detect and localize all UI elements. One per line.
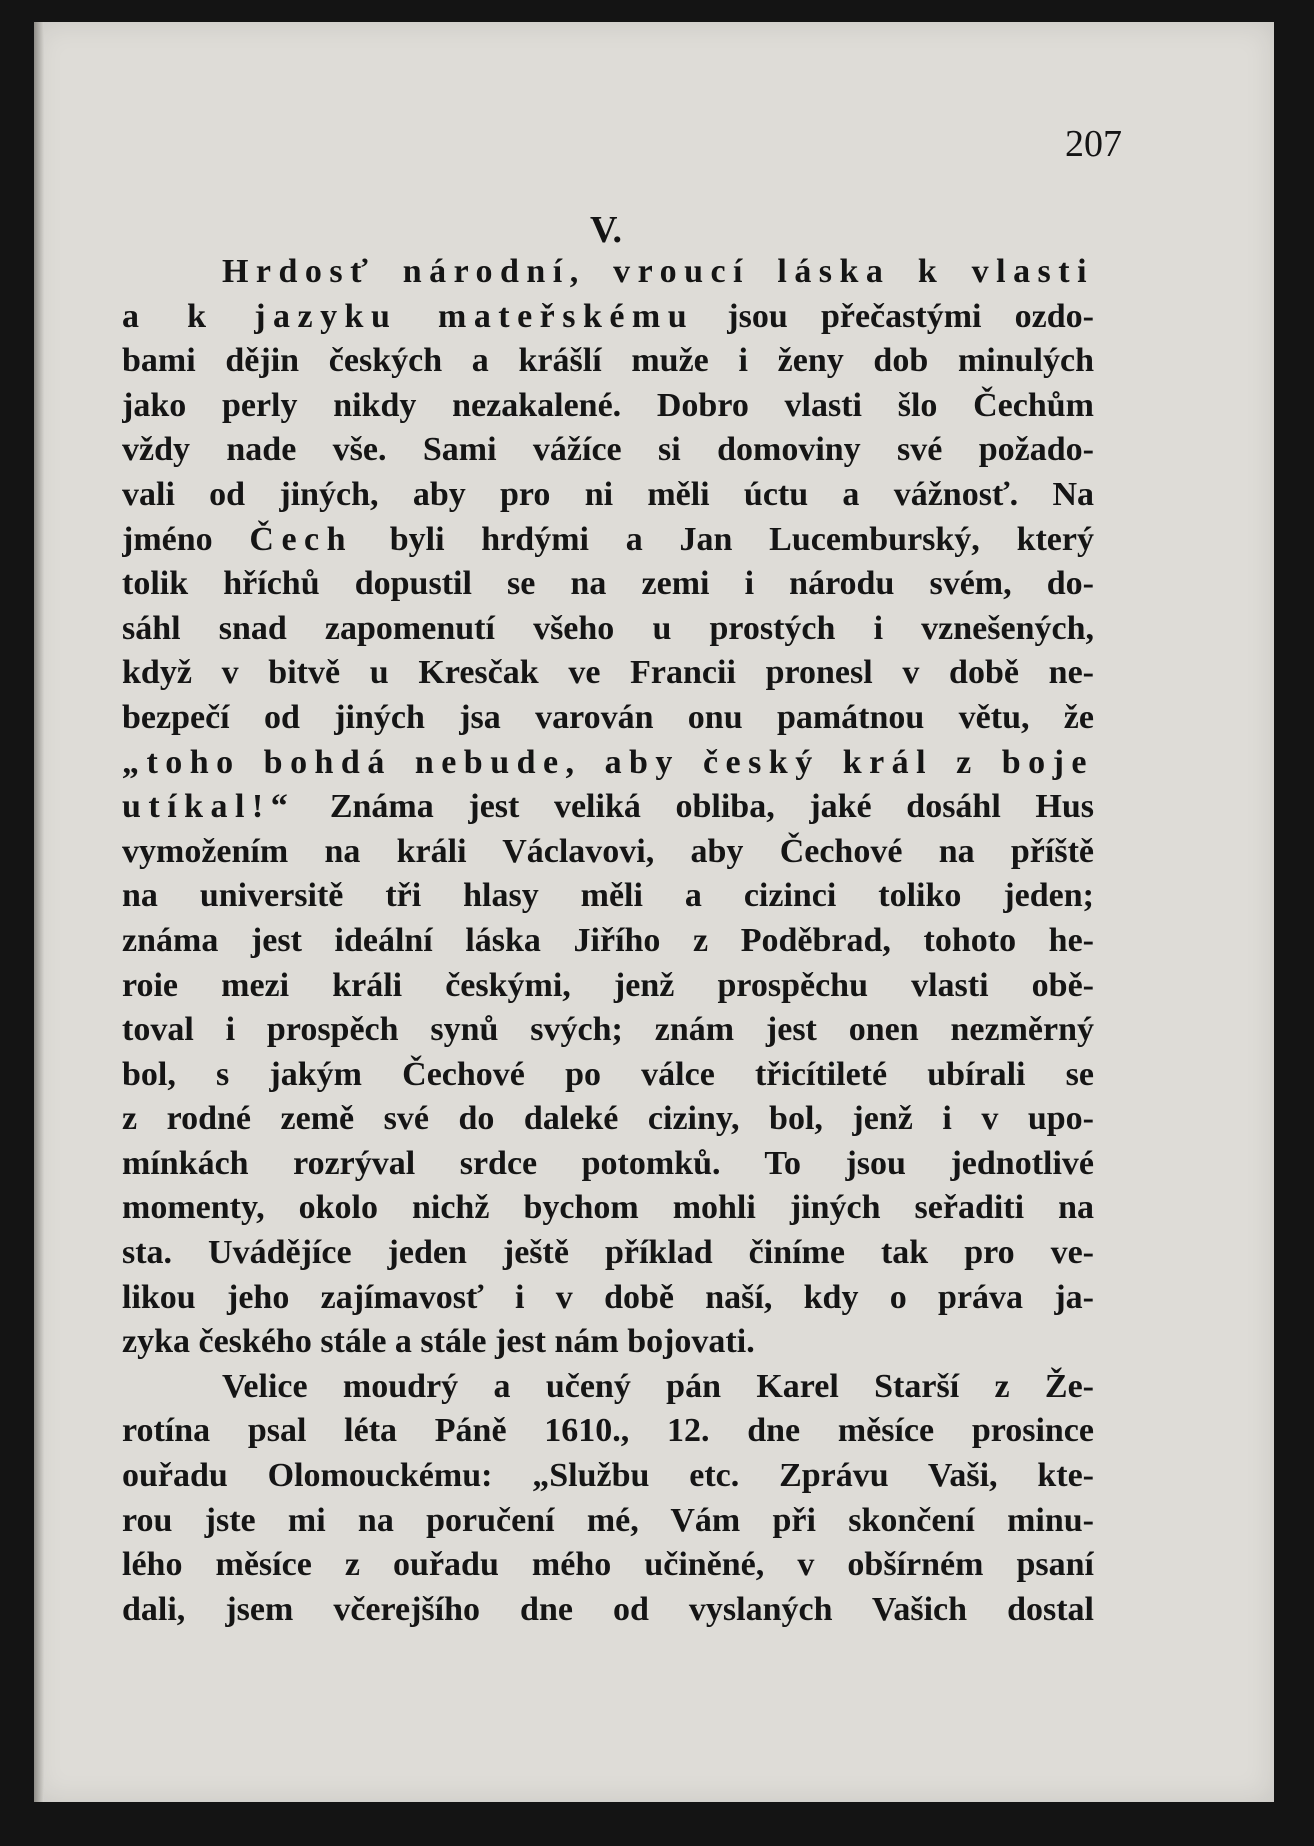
text-run: bol, s jakým Čechové po válce třicítileté ubírali se [122,1055,1094,1093]
text-line [122,1543,1094,1588]
spaced-emphasis-text: Čech [249,520,353,558]
text-line [122,1231,1094,1276]
text-run: z rodné země své do daleké ciziny, bol, jenž i v upo- [122,1100,1094,1138]
text-run: jako perly nikdy nezakalené. Dobro vlasti šlo Čechům [122,386,1094,424]
text-run: momenty, okolo nichž bychom mohli jiných seřaditi na [122,1189,1094,1227]
text-line [122,428,1094,473]
text-run: známa jest ideální láska Jiřího z Poděbrad, tohoto he- [122,921,1094,959]
spaced-emphasis-text: „toho bohdá nebude, aby český král z boje [122,743,1094,781]
text-run: toval i prospěch synů svých; znám jest onen nezměrný [122,1011,1094,1049]
text-line [122,1142,1094,1187]
text-run: na universitě tři hlasy měli a cizinci toliko jeden; [122,877,1094,915]
text-line [122,295,1094,340]
spaced-emphasis-text: utíkal!“ [122,788,296,826]
text-line [122,1365,1094,1410]
text-run: zyka českého stále a stále jest nám bojovati. [122,1323,755,1361]
text-run: dali, jsem včerejšího dne od vyslaných Vašich dostal [122,1590,1094,1628]
text-line [122,1499,1094,1544]
section-heading: V. [590,209,623,251]
text-line [122,518,1094,563]
text-line [122,1588,1094,1633]
text-run: byli hrdými a Jan Lucemburský, který [352,520,1094,558]
text-line [122,1053,1094,1098]
text-run: vždy nade vše. Sami vážíce si domoviny své požado- [122,431,1094,469]
page-number: 207 [1065,123,1122,165]
text-run: jméno [122,520,250,558]
spaced-emphasis-text: a k jazyku mateřskému [122,297,695,335]
text-run: rou jste mi na poručení mé, Vám při skončení minu- [122,1501,1094,1539]
spaced-emphasis-text: Hrdosť národní, vroucí láska k vlasti [222,253,1094,290]
text-line [122,964,1094,1009]
text-run: Velice moudrý a učený pán Karel Starší z Že- [222,1367,1094,1405]
text-line [122,339,1094,384]
text-line [122,919,1094,964]
text-line [122,562,1094,607]
text-run: Známa jest veliká obliba, jaké dosáhl Hus [295,788,1094,826]
text-line [122,1097,1094,1142]
text-line [122,1454,1094,1499]
text-line [122,607,1094,652]
text-run: bami dějin českých a krášlí muže i ženy dob minulých [122,342,1094,380]
text-line [122,696,1094,741]
text-run: lého měsíce z ouřadu mého učiněné, v obšírném psaní [122,1546,1094,1584]
text-run: když v bitvě u Kresčak ve Francii pronesl v době ne- [122,654,1094,692]
text-run: bezpečí od jiných jsa varován onu památnou větu, že [122,698,1094,736]
text-run: vymožením na králi Václavovi, aby Čechové na příště [122,832,1094,870]
text-run: ouřadu Olomouckému: „Službu etc. Zprávu Vaši, kte- [122,1457,1094,1495]
text-line [122,741,1094,786]
body-text [122,250,1094,1632]
text-line [122,384,1094,429]
text-line [122,1186,1094,1231]
text-line [122,830,1094,875]
text-run: likou jeho zajímavosť i v době naší, kdy o práva ja- [122,1278,1094,1316]
text-line [122,1276,1094,1321]
text-line [122,651,1094,696]
text-run: rotína psal léta Páně 1610., 12. dne měsíce prosince [122,1412,1094,1450]
text-run: vali od jiných, aby pro ni měli úctu a vážnosť. Na [122,475,1094,513]
text-line [122,874,1094,919]
text-run: roie mezi králi českými, jenž prospěchu vlasti obě- [122,966,1094,1004]
text-line [122,1008,1094,1053]
text-line [122,1409,1094,1454]
text-run: jsou přečastými ozdo- [694,297,1094,335]
text-line [122,473,1094,518]
text-run: tolik hříchů dopustil se na zemi i národu svém, do- [122,565,1094,603]
text-run: mínkách rozrýval srdce potomků. To jsou jednotlivé [122,1144,1094,1182]
text-line [122,250,1094,295]
text-run: sáhl snad zapomenutí všeho u prostých i vznešených, [122,609,1094,647]
text-line [122,1320,1094,1365]
text-run: sta. Uvádějíce jeden ještě příklad činíme tak pro ve- [122,1234,1094,1272]
text-line [122,785,1094,830]
page-spine-shadow [34,22,44,1802]
